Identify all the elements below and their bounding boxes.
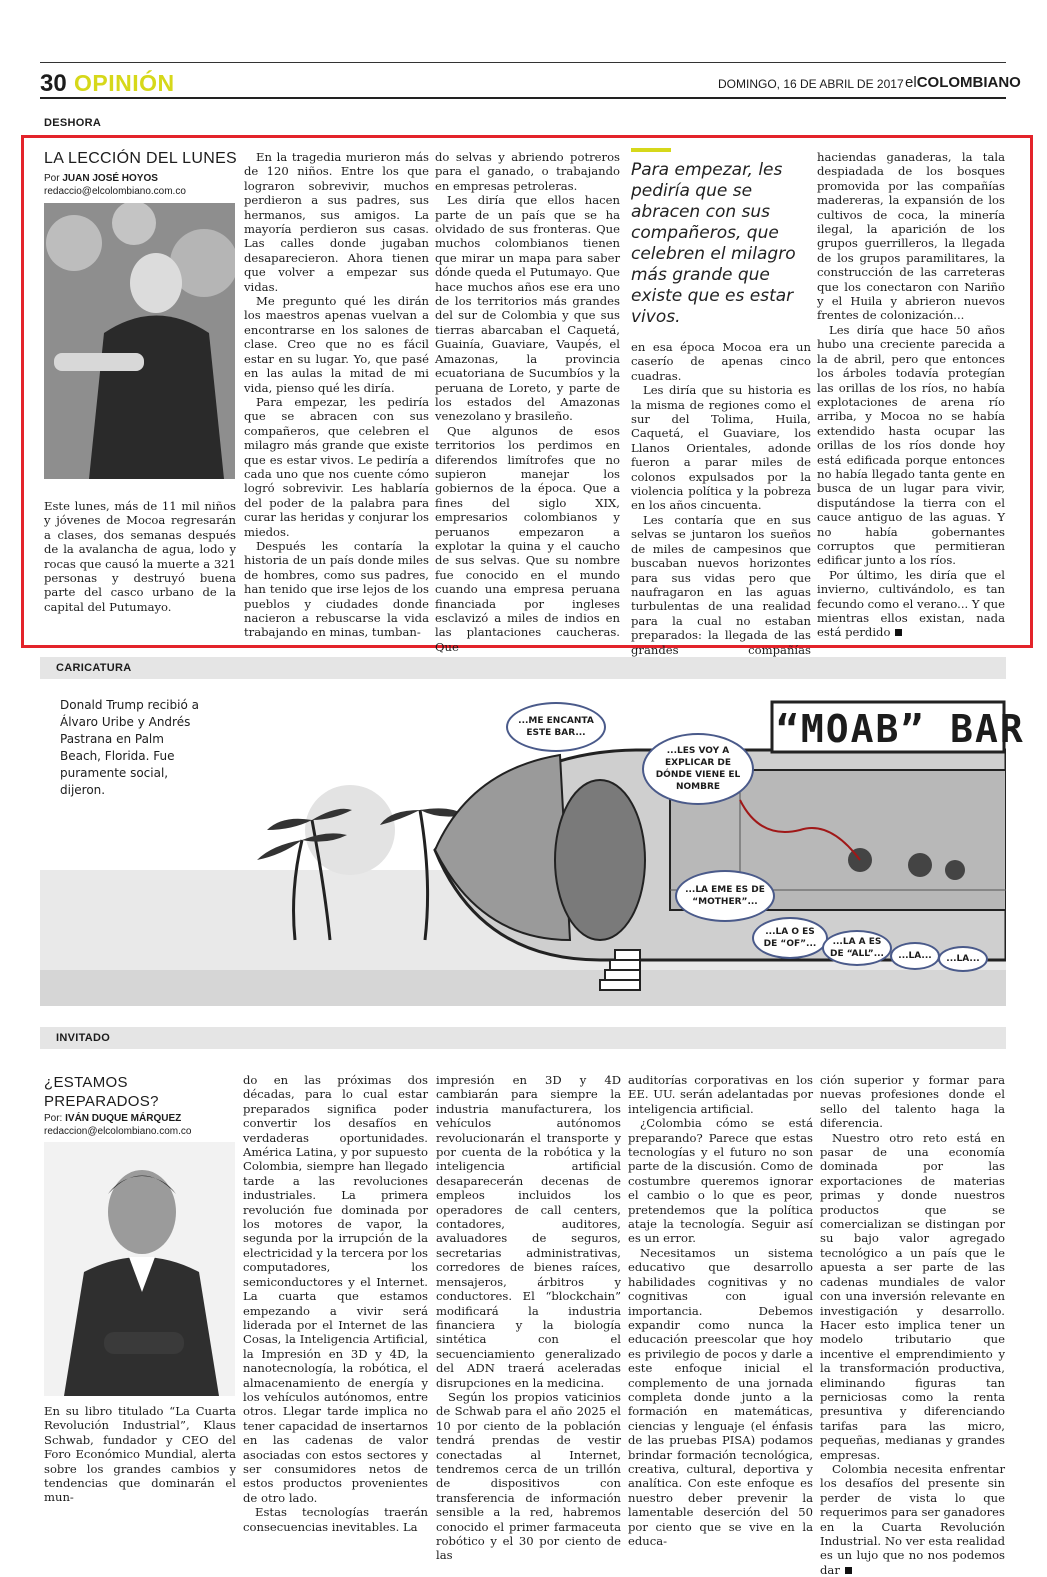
article-column-5 <box>820 1073 1005 1577</box>
author-photo <box>44 203 235 479</box>
speech-bubble: ...LA... <box>938 946 988 972</box>
paragraph-final: Por último, les diría que el invierno, cultivándolo, es tan fecundo como el verano... Y que mientras ellos existan, nada está perdido <box>817 567 1005 640</box>
byline <box>44 1112 181 1125</box>
section-label-caricatura: CARICATURA <box>56 662 132 674</box>
lead-paragraph: En su libro titulado “La Cuarta Revolución Industrial”, Klaus Schwab, fundador y CEO del Foro Económico Mundial, alerta sobre los grandes cambios y tendencias que dominarán el mun- <box>44 1404 236 1505</box>
paragraph: Según los propios vaticinios de Schwab para el año 2025 el 10 por ciento de la población tendrá prendas de vestir conectadas al Internet, tendremos cerca de un trillón de dispositivos con transferencia de información sensible a la red, habremos conocido el primer farmaceuta robótico y el 30 por ciento de las <box>436 1389 621 1563</box>
byline <box>44 172 158 185</box>
header-rule <box>40 97 1006 99</box>
section-label-deshora: DESHORA <box>44 117 102 129</box>
paragraph: En la tragedia murieron más de 120 niños. Entre los que lograron sobrevivir, muchos perdieron a sus padres, sus hermanos, sus amigos. La mayoría perdieron sus casas. Las calles donde jugaban desaparecieron. Ahora tienen que volver a empezar sus vidas. <box>244 150 429 294</box>
author-name: IVÁN DUQUE MÁRQUEZ <box>65 1113 182 1124</box>
article-title: ¿ESTAMOS PREPARADOS? <box>44 1074 159 1110</box>
section-bar-caricatura <box>40 657 1006 679</box>
article-column-2 <box>244 150 429 640</box>
speech-bubble: ...LA... <box>890 942 940 970</box>
section-label-invitado: INVITADO <box>56 1032 111 1044</box>
article-column-4 <box>628 1073 813 1548</box>
newspaper-logo <box>905 74 1021 91</box>
section-title: OPINIÓN <box>74 70 175 96</box>
author-email: redaccio@elcolombiano.com.co <box>44 186 186 197</box>
paragraph: Les diría que ellos hacen parte de un país que se ha olvidado de sus fronteras. Que muchos colombianos tienen que mirar un mapa para saber dónde queda el Putumayo. Que hace muchos años ese era uno de los territorios más grandes del sur de Colombia y que sus tierras abarcaban el Caquetá, Guainía, Guaviare, Vaupés, el Amazonas, la provincia ecuatoriana de Sucumbíos y la peruana de Loreto, y parte de los estados del Amazonas venezolano y brasileño. <box>435 193 620 424</box>
paragraph: Necesitamos un sistema educativo que desarrollo habilidades cognitivas y no cognitivas con igual importancia. Debemos expandir como nunca la educación preescolar que hoy es privilegio de pocos y darle a este enfoque inicial el complemento de una jornada completa donde junto a la formación en matemáticas, ciencias y lenguaje (el énfasis de las pruebas PISA) podamos brindar formación tecnológica, creativa, cultural, deportiva y analítica. Con este enfoque es nuestro deber prevenir la lamentable deserción del 50 por ciento que se vive en la educa- <box>628 1245 813 1548</box>
speech-bubble: ...LA EME ES DE “MOTHER”... <box>675 870 775 922</box>
speech-bubble: ...LA A ES DE “ALL”... <box>822 930 892 966</box>
section-bar-invitado <box>40 1027 1006 1049</box>
paragraph: Estas tecnologías traerán consecuencias inevitables. La <box>243 1505 428 1534</box>
article-lead <box>44 1404 236 1505</box>
article-column-3 <box>435 150 620 654</box>
article-title: LA LECCIÓN DEL LUNES <box>44 150 238 167</box>
author-photo-illustration <box>44 203 235 479</box>
article-column-4 <box>631 340 811 671</box>
paragraph: Les diría que su historia es la misma de regiones como el sur del Tolima, Huila, Caquetá, el Guaviare, los Llanos Orientales, adonde fueron a parar miles de colonos expulsados por la violencia política y la pobreza en los años cincuenta. <box>631 383 811 513</box>
author-photo-illustration <box>44 1142 235 1396</box>
paragraph: Para empezar, les pediría que se abracen con sus compañeros, que celebren el milagro más grande que existe que es estar vivos. Le pediría a cada uno que nos cuente cómo logró sobrevivir. Les hablaría del poder de la palabra para curar las heridas y conjurar los miedos. <box>244 394 429 539</box>
paragraph: do selvas y abriendo potreros para el ganado, o trabajando en empresas petroleras. <box>435 150 620 193</box>
article-column-2 <box>243 1073 428 1534</box>
article-column-5 <box>817 150 1005 640</box>
cartoon-caption: Donald Trump recibió a Álvaro Uribe y Andrés Pastrana en Palm Beach, Florida. Fue puramente social, dijeron. <box>60 698 199 797</box>
pullquote: Para empezar, les pediría que se abracen con sus compañeros, que celebren el milagro más grande que existe que es estar vivos. <box>631 160 796 327</box>
page-number: 30 <box>40 70 67 97</box>
article-lead <box>44 499 236 614</box>
paragraph: Me pregunto qué les dirán los maestros apenas vuelvan a encontrarse en los salones de clase. Creo que no es fácil estar en su lugar. Yo, que pasé en las aulas la mitad de mi vida, pienso qué les diría. <box>244 294 429 395</box>
paragraph: ¿Colombia cómo se está preparando? Parece que estas tecnologías y el futuro no son parte de la discusión. Como de costumbre queremos ignorar el cambio o lo que es peor, pretendemos que la política ataje la tecnología. Seguir así es un error. <box>628 1116 813 1246</box>
speech-bubble: ...LES VOY A EXPLICAR DE DÓNDE VIENE EL NOMBRE <box>642 733 754 805</box>
paragraph: do en las próximas dos décadas, para lo cual estar preparados significa poder convertir los desafíos en verdaderas oportunidades. América Latina, y por supuesto Colombia, siempre han llegado tarde a las revoluciones industriales. La primera revolución fue dominada por los motores de vapor, la segunda por la irrupción de la electricidad y la tercera por los computadores, los semiconductores y el Internet. La cuarta que estamos empezando a vivir será liderada por el Internet de las Cosas, la Inteligencia Artificial, la Impresión en 3D y 4D, la nanotecnología, la robótica, el almacenamiento de energía y los vehículos autónomos, entre otros. Llegar tarde implica no tener capacidad de insertarnos en las cadenas de valor asociadas con estos sectores y ser consumidores netos de estos productos provenientes de otro lado. <box>243 1073 428 1505</box>
byline-prefix: Por: <box>44 1113 66 1124</box>
brand-prefix: el <box>905 74 917 91</box>
paragraph: impresión en 3D y 4D cambiarán para siempre la industria manufacturera, los vehículos autónomos revolucionarán el transporte y por cuenta de la robótica y la inteligencia artificial desaparecerán decenas de empleos incluidos los operadores de call centers, contadores, auditores, avaluadores de seguros, secretarias administrativas, corredores de bienes raíces, mensajeros, árbitros y conductores. El “blockchain” modificará la industria financiera y la biología sintética con el secuenciamiento generalizado del ADN traerá aceleradas disrupciones en la medicina. <box>436 1073 621 1390</box>
paragraph: haciendas ganaderas, la tala despiadada de los bosques promovida por las compañías madereras, la expansión de los cultivos de coca, la minería ilegal, la aparición de los grupos guerrilleros, la llegada de los grupos paramilitares, la construcción de las carreteras que los conectaron con Nariño y el Huila y abrieron nuevos frentes de colonización... <box>817 150 1005 323</box>
issue-date: DOMINGO, 16 DE ABRIL DE 2017 <box>718 77 904 91</box>
paragraph: ción superior y formar para nuevas profesiones donde el sello del talento haga la diferencia. <box>820 1073 1005 1131</box>
paragraph: Que algunos de esos territorios los perdimos en diferendos limítrofes que no supieron manejar los gobiernos de la época. Que a fines del siglo XIX, empresarios colombianos y peruanos empezaron a explotar la quina y el caucho de sus selvas. Que su nombre fue conocido en el mundo cuando una empresa peruana financiada por ingleses esclavizó a miles de indios en las plantaciones caucheras. Que <box>435 423 620 654</box>
article-column-3 <box>436 1073 621 1563</box>
paragraph: Les diría que hace 50 años hubo una creciente parecida a la de abril, pero que entonces los árboles todavía protegían las orillas de los ríos, no había explotaciones de arena río arriba, y Mocoa no se había extendido hasta ocupar las orillas de los ríos donde hoy está edificada porque entonces no había llegado tanta gente en busca de un lugar para vivir, disputándose la tierra con el cauce antiguo de las aguas. Y no había gobernantes corruptos que permitieran edificar junto a los ríos. <box>817 322 1005 568</box>
byline-prefix: Por <box>44 173 63 184</box>
top-rule <box>40 62 1006 63</box>
paragraph: en esa época Mocoa era un caserío de apenas cinco cuadras. <box>631 340 811 383</box>
paragraph: auditorías corporativas en los EE. UU. serán adelantadas por inteligencia artificial. <box>628 1073 813 1116</box>
paragraph-final: Colombia necesita enfrentar los desafíos del presente sin perder de vista lo que requerimos para ser ganadores en la Cuarta Revolución Industrial. No ver esta realidad es un lujo que no nos podemos dar <box>820 1461 1005 1577</box>
author-name: JUAN JOSÉ HOYOS <box>62 173 158 184</box>
paragraph: Nuestro otro reto está en pasar de una economía dominada por las exportaciones de materias primas y donde nuestros productos que se comercializan se distingan por su bajo valor agregado tecnológico a un país que le apuesta a ser parte de las cadenas mundiales de valor con una inversión relevante en investigación y desarrollo. Hacer esto implica tener un modelo tributario que incentive el emprendimiento y la transformación productiva, eliminando figuras tan perniciosas como la renta presuntiva y diferenciando tarifas para las micro, pequeñas, medianas y grandes empresas. <box>820 1130 1005 1462</box>
brand-name: COLOMBIANO <box>916 74 1021 91</box>
paragraph: Después les contaría la historia de un país donde miles de hombres, como sus padres, han tenido que irse lejos de los pueblos y ciudades donde nacieron a rebuscarse la vida trabajando en minas, tumban- <box>244 538 429 640</box>
author-photo <box>44 1142 235 1396</box>
pullquote-accent <box>631 148 671 152</box>
lead-paragraph: Este lunes, más de 11 mil niños y jóvenes de Mocoa regresarán a clases, dos semanas después de la avalancha de agua, lodo y rocas que causó la muerte a 321 personas y destruyó buena parte del casco urbano de la capital del Putumayo. <box>44 499 236 614</box>
bar-sign: “MOAB” BAR <box>776 707 1025 751</box>
author-email: redaccion@elcolombiano.com.co <box>44 1126 192 1137</box>
speech-bubble: ...ME ENCANTA ESTE BAR... <box>506 702 606 752</box>
paragraph: Les contaría que en sus selvas se juntaron los sueños de miles de campesinos que buscaban nuevos horizontes para sus vidas pero que naufragaron en las aguas turbulentas de una realidad para la cual no estaban preparados: la llegada de las grandes compañías <box>631 512 811 657</box>
speech-bubble: ...LA O ES DE “OF”... <box>752 917 828 959</box>
